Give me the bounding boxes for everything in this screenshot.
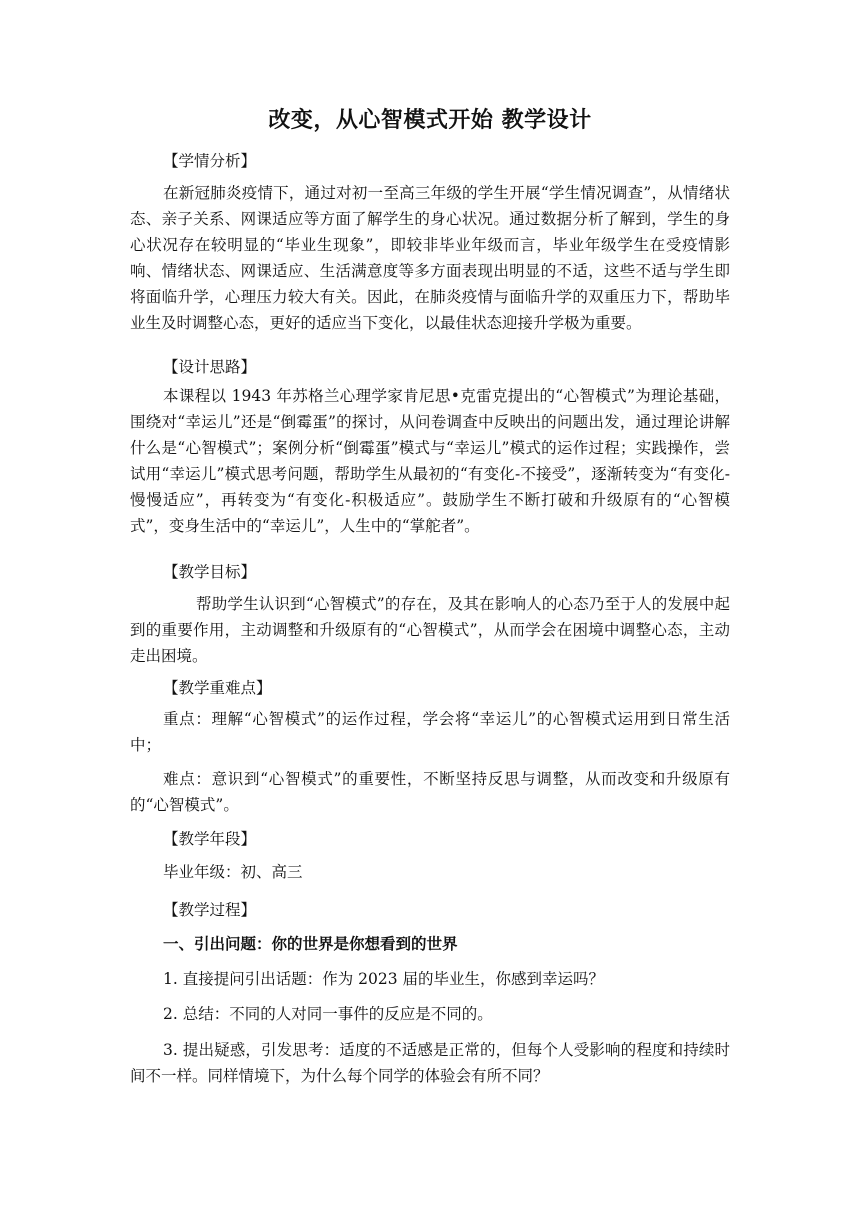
paragraph-design xyxy=(130,383,730,539)
paragraph-design-text: 本课程以 1943 年苏格兰心理学家肯尼思•克雷克提出的“心智模式”为理论基础，围绕对“幸运儿”还是“倒霉蛋”的探讨，从问卷调查中反映出的问题出发，通过理论讲解什么是“心智模式”；案例分析“倒霉蛋”模式与“幸运儿”模式的运作过程；实践操作，尝试用“幸运儿”模式思考问题，帮助学生从最初的“有变化-不接受”，逐渐转变为“有变化-慢慢适应”，再转变为“有变化-积极适应”。鼓励学生不断打破和升级原有的“心智模式”，变身生活中的“幸运儿”，人生中的“掌舵者”。 xyxy=(130,387,730,535)
grade-text: 毕业年级：初、高三 xyxy=(163,863,303,881)
key-point-text: 重点：理解“心智模式”的运作过程，学会将“幸运儿”的心智模式运用到日常生活中； xyxy=(130,710,730,754)
section-heading-design: 【设计思路】 xyxy=(163,358,257,376)
section-heading-keypoints: 【教学重难点】 xyxy=(163,679,272,697)
section-heading-grade: 【教学年段】 xyxy=(163,830,257,848)
paragraph-difficult-point xyxy=(130,766,730,818)
paragraph-key-point xyxy=(130,706,730,758)
section-heading-goal: 【教学目标】 xyxy=(163,563,257,581)
process-step-2: 2. 总结：不同的人对同一事件的反应是不同的。 xyxy=(163,1005,493,1023)
paragraph-goal-text: 帮助学生认识到“心智模式”的存在，及其在影响人的心态乃至于人的发展中起到的重要作用，主动调整和升级原有的“心智模式”，从而学会在困境中调整心态，主动走出困境。 xyxy=(130,595,730,665)
process-subheading-1: 一、引出问题：你的世界是你想看到的世界 xyxy=(163,935,458,953)
document-title: 改变，从心智模式开始 教学设计 xyxy=(268,108,592,133)
process-step-1: 1. 直接提问引出话题：作为 2023 届的毕业生，你感到幸运吗？ xyxy=(163,970,605,988)
section-heading-process: 【教学过程】 xyxy=(163,901,257,919)
paragraph-goal xyxy=(130,591,730,669)
paragraph-analysis-text: 在新冠肺炎疫情下，通过对初一至高三年级的学生开展“学生情况调查”，从情绪状态、亲子关系、网课适应等方面了解学生的身心状况。通过数据分析了解到，学生的身心状况存在较明显的“毕业生现象”，即较非毕业年级而言，毕业年级学生在受疫情影响、情绪状态、网课适应、生活满意度等多方面表现出明显的不适，这些不适与学生即将面临升学，心理压力较大有关。因此，在肺炎疫情与面临升学的双重压力下，帮助毕业生及时调整心态，更好的适应当下变化，以最佳状态迎接升学极为重要。 xyxy=(130,184,730,332)
difficult-point-text: 难点：意识到“心智模式”的重要性，不断坚持反思与调整，从而改变和升级原有的“心智模式”。 xyxy=(130,770,730,814)
section-heading-analysis: 【学情分析】 xyxy=(163,152,257,170)
process-step-3: 3. 提出疑惑，引发思考：适度的不适感是正常的，但每个人受影响的程度和持续时间不一样。同样情境下，为什么每个同学的体验会有所不同？ xyxy=(130,1041,730,1085)
paragraph-analysis xyxy=(130,180,730,336)
paragraph-step-3 xyxy=(130,1037,730,1089)
